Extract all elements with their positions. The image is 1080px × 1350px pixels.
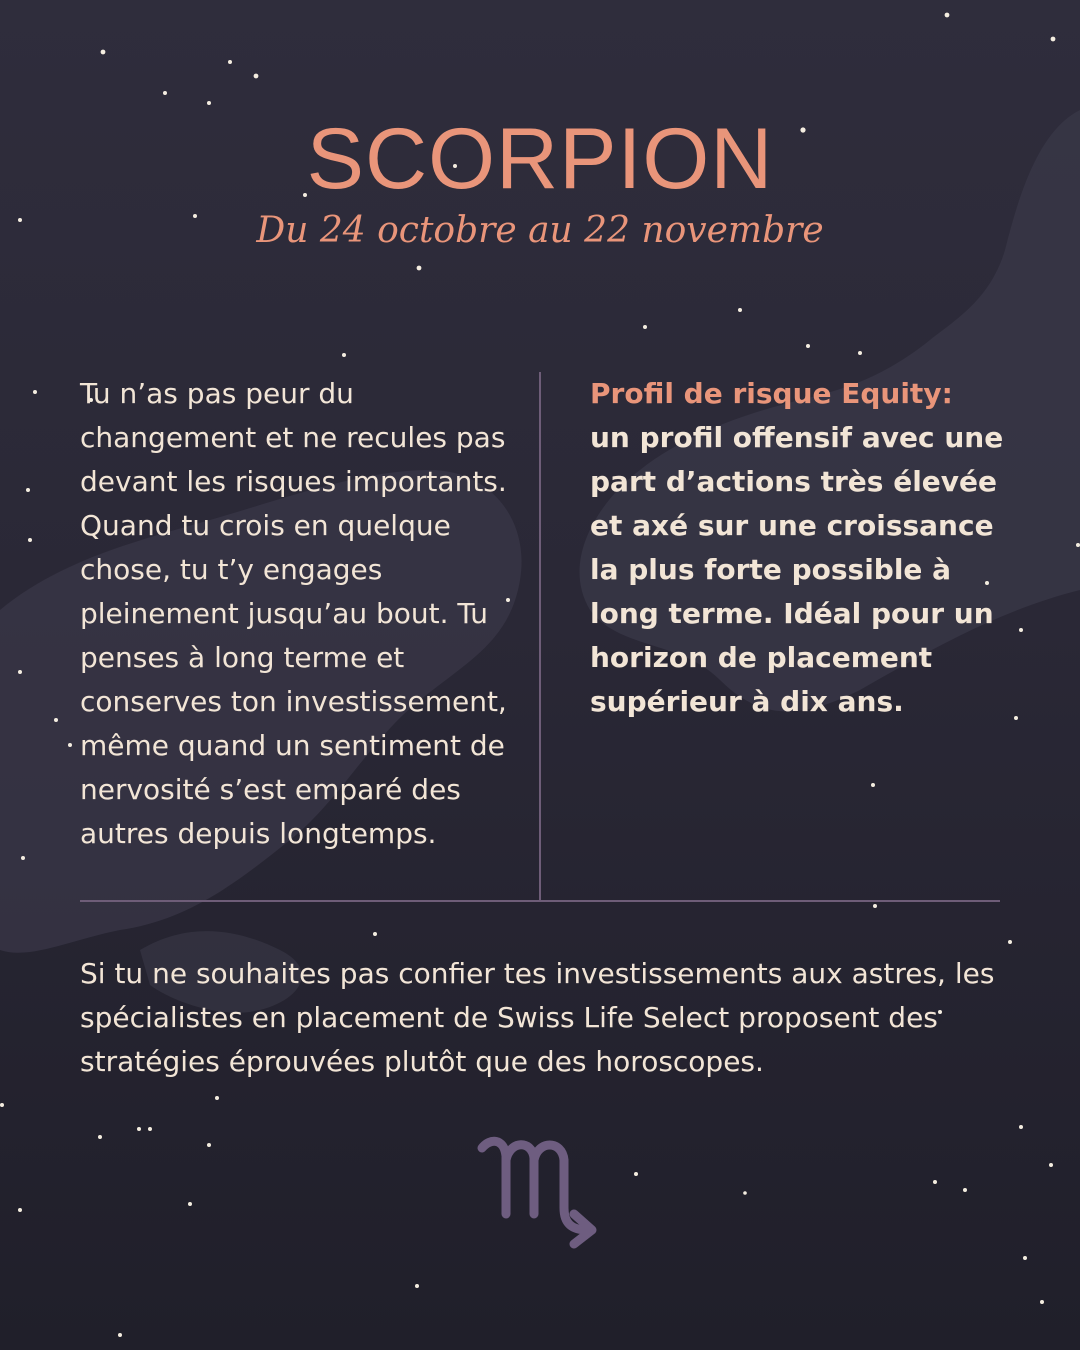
risk-profile-text: un profil offensif avec une part d’actions très élevée et axé sur une croissance la plus forte possible à long terme. Idéal pour un horizon de placement supérieur à dix ans.	[590, 421, 1004, 718]
risk-profile-block	[590, 372, 1010, 724]
scorpio-icon	[470, 1130, 610, 1250]
horizontal-divider	[80, 900, 1000, 902]
footer-note: Si tu ne souhaites pas confier tes investissements aux astres, les spécialistes en placement de Swiss Life Select proposent des stratégies éprouvées plutôt que des horoscopes.	[80, 957, 995, 1078]
risk-profile-label: Profil de risque Equity:	[590, 377, 953, 410]
date-range: Du 24 octobre au 22 novembre	[256, 210, 824, 251]
page-title: SCORPION	[306, 111, 774, 207]
personality-description: Tu n’as pas peur du changement et ne recules pas devant les risques importants. Quand tu crois en quelque chose, tu t’y engages pleinement jusqu’au bout. Tu penses à long terme et conserves ton investissement, même quand un sentiment de nervosité s’est emparé des autres depuis longtemps.	[80, 377, 507, 850]
vertical-divider	[539, 372, 541, 900]
